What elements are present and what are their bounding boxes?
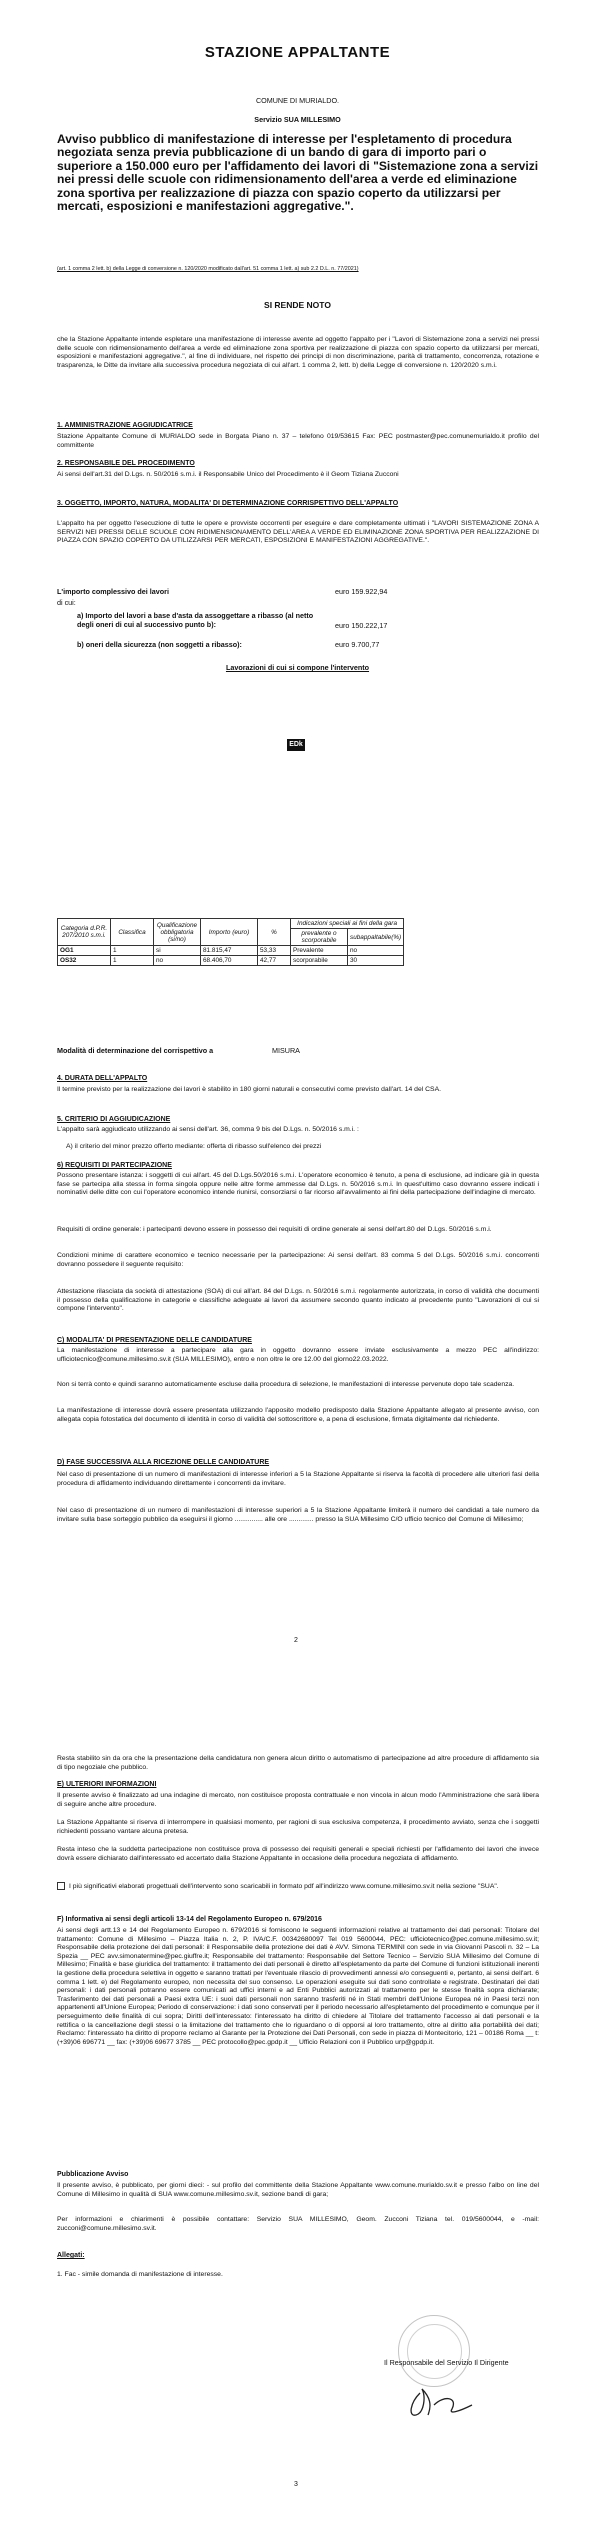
section-11-p2: Per informazioni e chiarimenti è possibile contattare: Servizio SUA MILLESIMO, Geom. Zucconi Tiziana tel. 019/5600044, e -mail: zucconi@comune.millesimo.sv.it. xyxy=(57,2216,539,2232)
modalita-value: MISURA xyxy=(272,1046,300,1055)
section-9-p4 xyxy=(57,1882,539,1891)
section-2-text: Ai sensi dell'art.31 del D.Lgs. n. 50/2016 s.m.i. il Responsabile Unico del Procedimento è il Geom Tiziana Zucconi xyxy=(57,471,399,478)
th-subappaltabile: subappaltabile(%) xyxy=(348,929,404,946)
checkbox[interactable] xyxy=(57,1882,65,1890)
section-8-title: D) FASE SUCCESSIVA ALLA RICEZIONE DELLE CANDIDATURE xyxy=(57,1459,270,1466)
cell: scorporabile xyxy=(291,956,348,966)
cell: 81.815,47 xyxy=(201,946,258,956)
table-row xyxy=(58,956,404,966)
section-9-title-text: E) ULTERIORI INFORMAZIONI xyxy=(57,1781,157,1788)
cell: no xyxy=(154,956,201,966)
cell: no xyxy=(348,946,404,956)
th-classifica: Classifica xyxy=(111,919,154,946)
servizio-name: Servizio SUA MILLESIMO xyxy=(254,115,341,124)
importo-b-value: euro 9.700,77 xyxy=(335,640,380,649)
allegati-title: Allegati: xyxy=(57,2252,85,2259)
section-7-p3: La manifestazione di interesse dovrà essere presentata utilizzando l'apposito modello predisposto dalla Stazione Appaltante allegato al presente avviso, con allegata copia fotostatica del documento di identità in corso di validità del sottoscrittore e, a pena di esclusione, firmata digitalmente dal richiedente. xyxy=(57,1407,539,1423)
section-11-title: Pubblicazione Avviso xyxy=(57,2171,129,2178)
section-6-p4: Attestazione rilasciata da società di attestazione (SOA) di cui all'art. 84 del D.Lgs. n. 50/2016 s.m.i. regolarmente autorizzata, in corso di validità che documenti il possesso della qualificazione in categorie e classifiche adeguate ai lavori da assumere secondo quanto indicato al precedente punto "Lavorazioni di cui si compone l'intervento". xyxy=(57,1288,539,1313)
section-1-text: Stazione Appaltante Comune di MURIALDO sede in Borgata Piano n. 37 – telefono 019/53615 Fax: PEC postmaster@pec.comunemurialdo.it profilo del committente xyxy=(57,433,539,449)
cell: 53,33 xyxy=(258,946,291,956)
section-3-text: L'appalto ha per oggetto l'esecuzione di tutte le opere e provviste occorrenti per eseguire e dare completamente ultimati i "LAVORI SISTEMAZIONE ZONA A SERVIZI NEI PRESSI DELLE SCUOLE CON RIDIMENSIONAMENTO DELL'AREA A VERDE ED ELIMINAZIONE ZONA SPORTIVA PER REALIZZAZIONE DI PIAZZA CON SPAZIO COPERTO DA UTILIZZARSI PER MERCATI, ESPOSIZIONI E MANIFESTAZIONI AGGREGATIVE.". xyxy=(57,520,539,545)
th-categoria: Categoria d.P.R. 207/2010 s.m.i. xyxy=(58,919,111,946)
document-page-1-lower xyxy=(0,1335,595,1675)
th-percent: % xyxy=(258,919,291,946)
section-9-p2: La Stazione Appaltante si riserva di interrompere in qualsiasi momento, per ragioni di sua esclusiva competenza, il procedimento avviato, senza che i soggetti richiedenti possano vantare alcuna pretesa. xyxy=(57,1819,539,1835)
cell: OS32 xyxy=(58,956,111,966)
section-2-title: 2. RESPONSABILE DEL PROCEDIMENTO xyxy=(57,460,195,467)
section-6-p3: Condizioni minime di carattere economico e tecnico necessarie per la partecipazione: Ai sensi dell'art. 83 comma 5 del D.Lgs. 50/2016 s.m.i. concorrenti dovranno possedere il seguente requisito: xyxy=(57,1252,539,1268)
page-number-2: 2 xyxy=(294,1637,298,1644)
section-6-title: 6) REQUISITI DI PARTECIPAZIONE xyxy=(57,1162,172,1169)
page-number-3: 3 xyxy=(294,2481,298,2488)
section-4-title: 4. DURATA DELL'APPALTO xyxy=(57,1075,148,1082)
section-9-p1: Il presente avviso è finalizzato ad una indagine di mercato, non costituisce proposta contrattuale e non vincola in alcun modo l'Amministrazione che sarà libera di seguire anche altre procedure. xyxy=(57,1792,539,1808)
section-10-title: F) Informativa ai sensi degli articoli 13-14 del Regolamento Europeo n. 679/2016 xyxy=(57,1916,322,1923)
section-6-p2: Requisiti di ordine generale: i partecipanti devono essere in possesso dei requisiti di ordine generale ai sensi dell'art.80 del D.Lgs. 50/2016 s.m.i. xyxy=(57,1226,492,1233)
table-row xyxy=(58,946,404,956)
intro-paragraph: che la Stazione Appaltante intende espletare una manifestazione di interesse avente ad oggetto l'appalto per i "Lavori di Sistemazione zona a servizi nei pressi delle scuole con ridimensionamento dell'area a verde ed eliminazione zona sportiva per realizzazione di piazza con spazio coperto da utilizzarsi per mercati, esposizioni e manifestazioni aggregative.", al fine di individuare, nel rispetto dei principi di non discriminazione, parità di trattamento, concorrenza, rotazione e trasparenza, le Ditte da invitare alla successiva procedura negoziata di cui all'art. 1 comma 2, lett. b) della Legge di conversione n. 120/2020 s.m.i. xyxy=(57,336,539,369)
cell: 1 xyxy=(111,956,154,966)
cell: 1 xyxy=(111,946,154,956)
allegati-item: 1. Fac - simile domanda di manifestazione di interesse. xyxy=(57,2271,223,2278)
th-importo: Importo (euro) xyxy=(201,919,258,946)
section-8-p3: Resta stabilito sin da ora che la presentazione della candidatura non genera alcun diritto o automatismo di partecipazione ad altre procedure di affidamento sia di tipo negoziale che pubblico. xyxy=(57,1755,539,1771)
importo-b-label: b) oneri della sicurezza (non soggetti a ribasso): xyxy=(77,640,242,649)
importo-a-label: a) Importo del lavori a base d'asta da assoggettare a ribasso (al netto degli oneri di cui al successivo punto b): xyxy=(77,611,314,629)
th-qualificazione: Qualificazione obbligatoria (si/no) xyxy=(154,919,201,946)
importo-label: L'importo complessivo dei lavori xyxy=(57,587,169,596)
edk-logo: EDk xyxy=(287,739,305,751)
table-header-row xyxy=(58,919,404,929)
cell: 42,77 xyxy=(258,956,291,966)
comune-name: COMUNE DI MURIALDO. xyxy=(255,96,340,105)
avviso-reference: (art. 1 comma 2 lett. b) della Legge di conversione n. 120/2020 modificato dall'art. 51 comma 1 lett. a) sub 2.2 D.L. n. 77/2021) xyxy=(57,266,359,272)
importo-value: euro 159.922,94 xyxy=(335,587,388,596)
section-8-p1: Nel caso di presentazione di un numero di manifestazioni di interesse inferiori a 5 la Stazione Appaltante si riserva la facoltà di procedere alle ulteriori fasi della procedura di affidamento individuando direttamente i concorrenti da invitare. xyxy=(57,1471,539,1487)
section-5-a: A) il criterio del minor prezzo offerto mediante: offerta di ribasso sull'elenco dei prezzi xyxy=(66,1143,322,1150)
section-5-title: 5. CRITERIO DI AGGIUDICAZIONE xyxy=(57,1116,171,1123)
section-5-text: L'appalto sarà aggiudicato utilizzando ai sensi dell'art. 36, comma 9 bis del D.Lgs. n. 50/2016 s.m.i. : xyxy=(57,1126,359,1133)
section-7-title: C) MODALITA' DI PRESENTAZIONE DELLE CANDIDATURE xyxy=(57,1337,252,1344)
importo-a-value: euro 150.222,17 xyxy=(335,621,388,630)
cell: 68.406,70 xyxy=(201,956,258,966)
section-9-p3: Resta inteso che la suddetta partecipazione non costituisce prova di possesso dei requisiti generali e speciali richiesti per l'affidamento dei lavori che invece dovrà essere dichiarato dall'interessato ed accertato dalla Stazione Appaltante in occasione della procedura negoziata di affidamento. xyxy=(57,1846,539,1862)
doc-title: STAZIONE APPALTANTE xyxy=(204,44,391,61)
cell: Prevalente xyxy=(291,946,348,956)
section-8-p2: Nel caso di presentazione di un numero di manifestazioni di interesse superiori a 5 la Stazione Appaltante limiterà il numero dei candidati a tale numero da invitare sulla base sorteggio pubblico da eseguirsi il giorno ............... alle ore ............. presso la SUA Millesimo C/O ufficio tecnico del Comune di Millesimo; xyxy=(57,1507,539,1523)
section-6-p1: Possono presentare istanza: i soggetti di cui all'art. 45 del D.Lgs.50/2016 s.m.i. L'operatore economico è tenuto, a pena di esclusione, ad indicare già in questa fase se partecipa alla stessa in forma singola oppure nelle altre forme ammesse dal D.Lgs. n. 50/2016 s.m.i. In quest'ultimo caso dovranno essere indicati i nominativi delle ditte con cui l'operatore economico intende riunirsi, consorziarsi o far ricorso all'avvalimento ai fini della partecipazione dell'indagine di mercato. xyxy=(57,1172,539,1197)
section-9-p4-text: I più significativi elaborati progettuali dell'intervento sono scaricabili in formato pdf all'indirizzo www.comune.millesimo.sv.it nella sezione "SUA". xyxy=(69,1882,499,1890)
handwritten-signature xyxy=(400,2375,490,2425)
lavorazioni-title: Lavorazioni di cui si compone l'intervento xyxy=(225,663,370,672)
section-11-p1: Il presente avviso, è pubblicato, per giorni dieci: - sul profilo del committente della Stazione Appaltante www.comune.murialdo.sv.it e presso l'albo on line del Comune di Millesimo in qualità di SUA www.comune.millesimo.sv.it, sezione bandi di gara; xyxy=(57,2182,539,2198)
section-7-p1: La manifestazione di interesse a partecipare alla gara in oggetto dovranno essere inviate esclusivamente a mezzo PEC all'indirizzo: ufficiotecnico@comune.millesimo.sv.it (SUA MILLESIMO), entro e non oltre le ore 12.00 del giorno22.03.2022. xyxy=(57,1347,539,1363)
section-9-title xyxy=(57,1781,539,1790)
modalita-label: Modalità di determinazione del corrispettivo a xyxy=(57,1046,214,1055)
section-7-p2: Non si terrà conto e quindi saranno automaticamente escluse dalla procedura di selezione, le manifestazioni di interesse pervenute dopo tale scadenza. xyxy=(57,1381,515,1388)
si-rende-noto: SI RENDE NOTO xyxy=(264,300,331,310)
signature-label: Il Responsabile del Servizio Il Dirigente xyxy=(384,2358,509,2367)
section-1-title: 1. AMMINISTRAZIONE AGGIUDICATRICE xyxy=(57,422,193,429)
avviso-heading: Avviso pubblico di manifestazione di interesse per l'espletamento di procedura negoziata senza previa pubblicazione di un bando di gara di importo pari o superiore a 150.000 euro per l'affidamento dei lavori di "Sistemazione zona a servizi nei pressi delle scuole con ridimensionamento dell'area a verde ed eliminazione zona sportiva per realizzazione di piazza con spazio coperto da utilizzarsi per mercati, esposizioni e manifestazioni aggregative.". xyxy=(57,132,539,214)
th-prevalente: prevalente o scorporabile xyxy=(291,929,348,946)
th-indicazioni: Indicazioni speciali ai fini della gara xyxy=(291,919,404,929)
section-10-p1: Ai sensi degli artt.13 e 14 del Regolamento Europeo n. 679/2016 si forniscono le seguenti informazioni relative al trattamento dei dati personali: Titolare del trattamento: Comune di Millesimo – Piazza Italia n. 2, P. IVA/C.F. 00342680097 Tel 019 5600044, PEC: ufficiotecnico@pec.comune.millesimo.sv.it; Responsabile della protezione dei dati personali: il Responsabile della protezione dei dati è AVV. Simona TERMINI con sede in via Giovanni Pascoli n. 32 – La Spezia __ PEC avv.simonatermine@pec.giuffre.it; Responsabile del trattamento: Responsabile del Settore Tecnico – Servizio SUA Millesimo del Comune di Millesimo; Finalità e base giuridica del trattamento: il trattamento dei dati personali è diretto all'espletamento da parte del Comune di funzioni istituzionali inerenti la gestione della procedura selettiva in oggetto e saranno trattati per l'eventuale rilascio di provvedimenti annessi e/o conseguenti e, pertanto, ai sensi dell'art. 6 comma 1 lett. e) del Regolamento europeo, non necessita del suo consenso. Le operazioni eseguite sui dati sono controllate e registrate. Destinatari dei dati personali: i dati personali potranno essere comunicati ad uffici interni e ad Enti Pubblici autorizzati al trattamento per le stesse finalità sopra dichiarate; Trasferimento dei dati personali a Paesi extra UE: i suoi dati personali non saranno trasferiti né in Stati membri dell'Unione Europea né in Paesi terzi non appartenenti all'Unione Europea; Periodo di conservazione: i dati sono conservati per il periodo necessario all'espletamento del procedimento e comunque per il perseguimento delle finalità di cui sopra; Diritti dell'interessato: l'interessato ha diritto di chiedere al Titolare del trattamento l'accesso ai dati personali e la rettifica o la cancellazione degli stessi o la limitazione del trattamento che lo riguardano o di opporsi al loro trattamento, oltre al diritto alla portabilità dei dati; Reclamo: l'interessato ha diritto di proporre reclamo al Garante per la Protezione dei Dati Personali, con sede in piazza di Montecitorio, 121 – 00186 Roma __ t: (+39)06 696771 __ fax: (+39)06 69677 3785 __ PEC protocollo@pec.gpdp.it __ Ufficio Relazioni con il Pubblico urp@gpdp.it. xyxy=(57,1927,539,2046)
cell: si xyxy=(154,946,201,956)
cell: 30 xyxy=(348,956,404,966)
categories-table xyxy=(57,918,404,966)
di-cui-label: di cui: xyxy=(57,598,76,607)
cell: OG1 xyxy=(58,946,111,956)
section-3-title: 3. OGGETTO, IMPORTO, NATURA, MODALITA' DI DETERMINAZIONE CORRISPETTIVO DELL'APPALTO xyxy=(57,500,399,507)
document-page-2 xyxy=(0,1675,595,2526)
section-4-text: Il termine previsto per la realizzazione dei lavori è stabilito in 180 giorni naturali e consecutivi come previsto dall'art. 14 del CSA. xyxy=(57,1086,442,1093)
